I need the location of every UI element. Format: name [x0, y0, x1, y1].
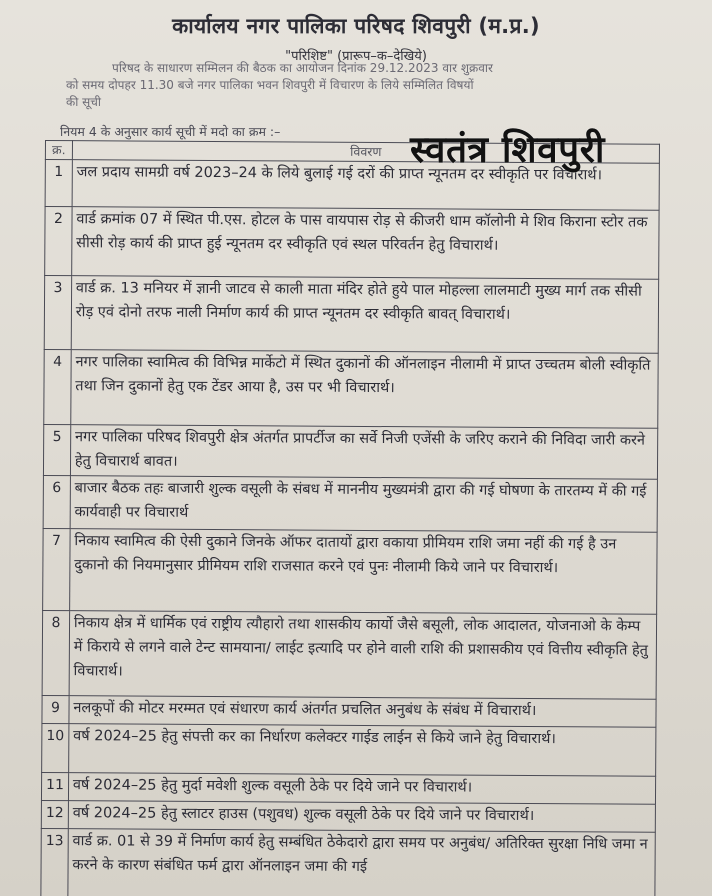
table-row [42, 610, 657, 699]
row-text: वार्ड क्रमांक 07 में स्थित पी.एस. होटल के पास वायपास रोड़ से कीजरी धाम कॉलोनी मे शिव किराना स्टोर तक सीसी रोड़ कार्य की प्राप्त हुई न्यूनतम दर स्वीकृति एवं स्थल परिवर्तन हेतु विचारार्थ। [71, 207, 659, 280]
intro-line-2: को समय दोपहर 11.30 बजे नगर पालिका भवन शिवपुरी में विचारण के लिये सम्मिलित विषयों [66, 78, 474, 92]
agenda-table [40, 140, 660, 896]
intro-line-3: की सूची [66, 95, 101, 109]
table-row [41, 828, 655, 896]
row-text: वर्ष 2024–25 हेतु मुर्दा मवेशी शुल्क वसूली ठेके पर दिये जाने पर विचारार्थ। [68, 773, 655, 805]
row-number: 10 [42, 723, 69, 772]
table-row [44, 276, 658, 354]
table-row [42, 723, 656, 776]
row-number: 4 [44, 349, 71, 424]
table-row [41, 800, 655, 832]
table-row [41, 772, 655, 804]
rule-line: नियम 4 के अनुसार कार्य सूची में मदो का क्रम :– [60, 124, 281, 139]
table-row [43, 424, 657, 479]
row-number: 11 [41, 772, 68, 800]
row-number: 13 [41, 828, 68, 896]
row-number: 1 [45, 160, 72, 207]
row-text: वर्ष 2024–25 हेतु संपत्ती कर का निर्धारण कलेक्टर गाईड लाईन से किये जाने हेतु विचारार्थ। [68, 724, 655, 777]
newspaper-watermark: स्वतंत्र शिवपुरी [410, 127, 605, 171]
intro-line-1: परिषद के साधारण सम्मिलन की बैठक का आयोजन दिनांक 29.12.2023 वार शुक्रवार [112, 61, 493, 75]
table-row [45, 207, 659, 280]
row-number: 5 [43, 424, 70, 475]
table-row [44, 349, 658, 428]
row-number: 2 [45, 207, 72, 276]
row-number: 12 [41, 800, 68, 828]
row-text: बाजार बैठक तहः बाजारी शुल्क वसूली के संबध में माननीय मुख्यमंत्री द्वारा की गई घोषणा के तारतम्य में की गई कार्यवाही पर विचारार्थ [70, 476, 657, 533]
row-text: जल प्रदाय सामग्री वर्ष 2023–24 के लिये बुलाई गई दरों की प्राप्त न्यूनतम दर स्वीकृति पर विचारार्थ। [72, 160, 659, 211]
row-text: निकाय स्वामित्व की ऐसी दुकाने जिनके ऑफर दातायों द्वारा वकाया प्रीमियम राशि जमा नहीं की गई है उन दुकानो की नियमानुसार प्रीमियम राशि राजसात करने एवं पुनः नीलामी किये जाने पर विचारार्थ। [69, 529, 657, 615]
header-serial: क्र. [45, 141, 72, 160]
appendix-subtitle: "परिशिष्ट" (प्रारूप–क–देखिये) [285, 49, 427, 64]
table-row [43, 528, 657, 614]
row-number: 6 [43, 475, 70, 528]
row-text: वार्ड क्र. 01 से 39 में निर्माण कार्य हेतु सम्बंधित ठेकेदारो द्वारा समय पर अनुबंध/ अतिरिक्त सुरक्षा निधि जमा न करने के कारण संबंधित फर्म द्वारा ऑनलाइन जमा की गई [68, 829, 656, 896]
table-row [43, 475, 657, 532]
row-text: वार्ड क्र. 13 मनियर में ज्ञानी जाटव से काली माता मंदिर होते हुये पाल मोहल्ला लालमाटी मुख्य मार्ग तक सीसी रोड़ एवं दोनो तरफ नाली निर्माण कार्य की प्राप्त न्यूनतम दर स्वीकृति बावत् विचारार्थ। [71, 276, 659, 354]
row-text: नगर पालिका स्वामित्व की विभिन्न मार्केटो में स्थित दुकानों की ऑनलाइन नीलामी में प्राप्त उच्चतम बोली स्वीकृति तथा जिन दुकानों हेतु एक टेंडर आया है, उस पर भी विचारार्थ। [71, 350, 659, 429]
row-number: 8 [42, 610, 69, 695]
table-row [42, 695, 656, 727]
meeting-intro [66, 60, 666, 111]
row-text: निकाय क्षेत्र में धार्मिक एवं राष्ट्रीय त्यौहारो तथा शासकीय कार्यो जैसे बसूली, लोक आदालत, योजनाओ के केम्प में किराये से लगने वाले टेन्ट सामयाना/ लाईट इत्यादि पर होने वाली राशि की प्रशासकीय एवं वित्तीय स्वीकृति हेतु विचारार्थ। [69, 611, 657, 700]
header-description: विवरण [72, 141, 659, 164]
row-number: 7 [43, 528, 70, 610]
row-number: 9 [42, 695, 69, 723]
row-text: नलकूपों की मोटर मरम्मत एवं संधारण कार्य अंतर्गत प्रचलित अनुबंध के संबंध में विचारार्थ। [69, 696, 656, 728]
row-text: नगर पालिका परिषद शिवपुरी क्षेत्र अंतर्गत प्रापर्टीज का सर्वे निजी एजेंसी के जरिए कराने की निविदा जारी करने हेतु विचारार्थ बावत। [70, 425, 657, 480]
row-number: 3 [44, 276, 71, 350]
office-title: कार्यालय नगर पालिका परिषद शिवपुरी (म.प्र.) [172, 14, 540, 38]
row-text: वर्ष 2024–25 हेतु स्लाटर हाउस (पशुवध) शुल्क वसूली ठेके पर दिये जाने पर विचारार्थ। [68, 801, 655, 833]
